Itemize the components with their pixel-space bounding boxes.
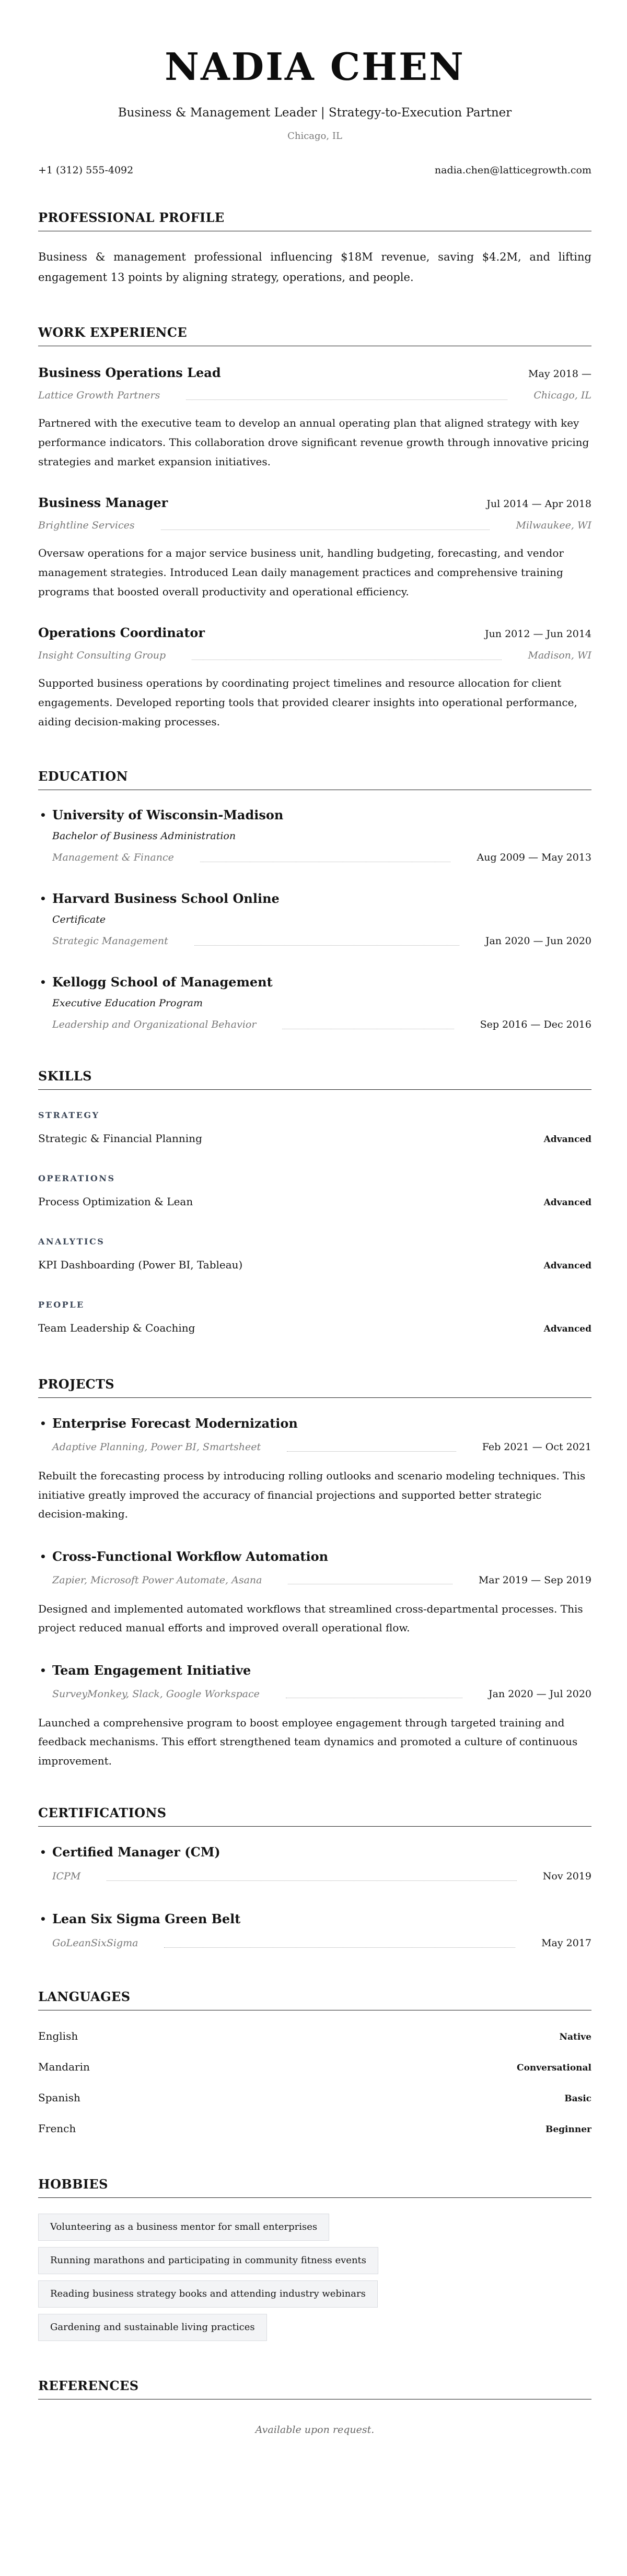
section-heading: REFERENCES bbox=[38, 2378, 591, 2399]
skill-group bbox=[38, 1299, 591, 1336]
job-title: Operations Coordinator bbox=[38, 625, 205, 640]
certification-name: Certified Manager (CM) bbox=[52, 1844, 220, 1860]
section-heading: WORK EXPERIENCE bbox=[38, 324, 591, 346]
job-entry bbox=[38, 495, 591, 602]
project-name: Cross-Functional Workflow Automation bbox=[52, 1548, 329, 1564]
certification-issuer: GoLeanSixSigma bbox=[52, 1937, 138, 1949]
section-heading: LANGUAGES bbox=[38, 1989, 591, 2010]
section-heading: PROFESSIONAL PROFILE bbox=[38, 209, 591, 231]
project-name: Team Engagement Initiative bbox=[52, 1662, 251, 1678]
skill-name: Team Leadership & Coaching bbox=[38, 1322, 195, 1334]
skill-level: Advanced bbox=[543, 1261, 591, 1271]
education-dates: Jan 2020 — Jun 2020 bbox=[485, 935, 591, 947]
school-name: Harvard Business School Online bbox=[52, 891, 280, 906]
section-heading: SKILLS bbox=[38, 1068, 591, 1090]
certification-issuer: ICPM bbox=[52, 1871, 81, 1882]
candidate-name: NADIA CHEN bbox=[165, 44, 465, 89]
language-level: Conversational bbox=[517, 2063, 591, 2073]
project-entry bbox=[38, 1662, 591, 1771]
certification-entry bbox=[38, 1911, 591, 1950]
skill-category: STRATEGY bbox=[38, 1110, 100, 1120]
hobby-tag: Volunteering as a business mentor for small enterprises bbox=[38, 2214, 329, 2241]
contact-row bbox=[38, 163, 591, 178]
degree: Bachelor of Business Administration bbox=[52, 830, 236, 842]
dotted-leader bbox=[186, 399, 507, 400]
hobbies-section bbox=[38, 2176, 591, 2341]
headline: Business & Management Leader | Strategy-to-Execution Partner bbox=[118, 106, 512, 120]
language-level: Basic bbox=[564, 2093, 591, 2104]
job-location: Milwaukee, WI bbox=[516, 520, 591, 531]
phone: +1 (312) 555-4092 bbox=[38, 164, 134, 176]
project-tools: Zapier, Microsoft Power Automate, Asana bbox=[52, 1574, 262, 1586]
job-description: Supported business operations by coordinating project timelines and resource allocation for client engagements. Developed reporting tools that provided clearer insights into operational performance, aiding decision-making processes. bbox=[38, 677, 577, 728]
job-dates: Jun 2012 — Jun 2014 bbox=[484, 628, 591, 640]
job-entry bbox=[38, 625, 591, 732]
experience-section bbox=[38, 324, 591, 732]
school-name: Kellogg School of Management bbox=[52, 974, 273, 990]
section-heading: PROJECTS bbox=[38, 1376, 591, 1398]
education-dates: Sep 2016 — Dec 2016 bbox=[480, 1019, 591, 1030]
hobby-list bbox=[38, 2214, 591, 2341]
job-dates: Jul 2014 — Apr 2018 bbox=[486, 498, 591, 510]
degree: Certificate bbox=[52, 914, 106, 925]
education-entry bbox=[38, 807, 591, 864]
dotted-leader bbox=[194, 945, 459, 946]
skill-group bbox=[38, 1236, 591, 1273]
certifications-section bbox=[38, 1805, 591, 1950]
project-dates: Mar 2019 — Sep 2019 bbox=[478, 1574, 591, 1586]
certification-date: Nov 2019 bbox=[542, 1871, 591, 1882]
languages-section bbox=[38, 1989, 591, 2137]
job-description: Partnered with the executive team to develop an annual operating plan that aligned strategy with key performance indicators. This collaboration drove significant revenue growth through innovative pricing strategies and market expansion initiatives. bbox=[38, 417, 589, 468]
location: Chicago, IL bbox=[287, 131, 342, 142]
language-row bbox=[38, 2028, 591, 2045]
language-row bbox=[38, 2059, 591, 2076]
resume-header bbox=[38, 46, 591, 178]
hobby-tag: Gardening and sustainable living practices bbox=[38, 2314, 267, 2341]
bullet-icon: • bbox=[40, 1846, 47, 1859]
email: nadia.chen@latticegrowth.com bbox=[434, 164, 591, 176]
project-description: Designed and implemented automated workflows that streamlined cross-departmental processes. This project reduced manual efforts and improved overall operational flow. bbox=[38, 1602, 583, 1634]
language-name: Mandarin bbox=[38, 2061, 90, 2073]
resume-page bbox=[0, 46, 627, 2437]
degree: Executive Education Program bbox=[52, 997, 203, 1009]
skill-category: PEOPLE bbox=[38, 1300, 85, 1310]
dotted-leader bbox=[164, 1947, 515, 1948]
project-tools: Adaptive Planning, Power BI, Smartsheet bbox=[52, 1441, 261, 1453]
job-location: Madison, WI bbox=[528, 650, 591, 661]
language-level: Beginner bbox=[545, 2124, 591, 2135]
job-title: Business Manager bbox=[38, 495, 168, 510]
project-entry bbox=[38, 1548, 591, 1638]
job-entry bbox=[38, 364, 591, 472]
skill-level: Advanced bbox=[543, 1324, 591, 1334]
education-dates: Aug 2009 — May 2013 bbox=[477, 852, 591, 863]
project-name: Enterprise Forecast Modernization bbox=[52, 1416, 298, 1431]
company: Brightline Services bbox=[38, 520, 135, 531]
skill-level: Advanced bbox=[543, 1134, 591, 1145]
projects-section bbox=[38, 1376, 591, 1770]
hobby-tag: Reading business strategy books and attending industry webinars bbox=[38, 2280, 378, 2308]
certification-date: May 2017 bbox=[541, 1937, 591, 1949]
education-entry bbox=[38, 974, 591, 1031]
certification-name: Lean Six Sigma Green Belt bbox=[52, 1911, 241, 1926]
skill-category: OPERATIONS bbox=[38, 1173, 115, 1183]
skill-name: Process Optimization & Lean bbox=[38, 1195, 193, 1208]
skills-section bbox=[38, 1068, 591, 1336]
field-of-study: Management & Finance bbox=[52, 852, 174, 863]
company: Insight Consulting Group bbox=[38, 650, 166, 661]
profile-section bbox=[38, 209, 591, 288]
dotted-leader bbox=[107, 1880, 517, 1881]
section-heading: HOBBIES bbox=[38, 2176, 591, 2198]
project-description: Launched a comprehensive program to boost employee engagement through targeted training and feedback mechanisms. This effort strengthened team dynamics and promoted a culture of continuous improvement. bbox=[38, 1716, 578, 1767]
skill-level: Advanced bbox=[543, 1197, 591, 1208]
project-tools: SurveyMonkey, Slack, Google Workspace bbox=[52, 1688, 260, 1700]
bullet-icon: • bbox=[40, 892, 47, 905]
company: Lattice Growth Partners bbox=[38, 390, 160, 401]
project-dates: Feb 2021 — Oct 2021 bbox=[482, 1441, 591, 1453]
references-text: Available upon request. bbox=[255, 2424, 375, 2436]
bullet-icon: • bbox=[40, 1550, 47, 1563]
job-location: Chicago, IL bbox=[533, 390, 591, 401]
bullet-icon: • bbox=[40, 809, 47, 821]
education-entry bbox=[38, 890, 591, 948]
references-section bbox=[38, 2378, 591, 2437]
section-heading: CERTIFICATIONS bbox=[38, 1805, 591, 1827]
job-dates: May 2018 — bbox=[528, 368, 591, 380]
profile-text: Business & management professional influencing $18M revenue, saving $4.2M, and lifting engagement 13 points by aligning strategy, operations, and people. bbox=[38, 251, 591, 284]
education-section bbox=[38, 768, 591, 1031]
section-heading: EDUCATION bbox=[38, 768, 591, 790]
skill-name: Strategic & Financial Planning bbox=[38, 1132, 202, 1145]
skill-group bbox=[38, 1110, 591, 1147]
hobby-tag: Running marathons and participating in community fitness events bbox=[38, 2247, 378, 2274]
project-entry bbox=[38, 1415, 591, 1524]
school-name: University of Wisconsin-Madison bbox=[52, 807, 284, 822]
bullet-icon: • bbox=[40, 1913, 47, 1925]
skill-category: ANALYTICS bbox=[38, 1237, 105, 1246]
dotted-leader bbox=[287, 1451, 456, 1452]
field-of-study: Strategic Management bbox=[52, 935, 168, 947]
project-description: Rebuilt the forecasting process by introducing rolling outlooks and scenario modeling techniques. This initiative greatly improved the accuracy of financial projections and supported better strategic decision-making. bbox=[38, 1469, 586, 1520]
bullet-icon: • bbox=[40, 1417, 47, 1430]
language-name: English bbox=[38, 2030, 78, 2042]
language-row bbox=[38, 2090, 591, 2107]
language-list bbox=[38, 2028, 591, 2137]
job-title: Business Operations Lead bbox=[38, 365, 221, 380]
language-name: Spanish bbox=[38, 2091, 80, 2104]
certification-entry bbox=[38, 1844, 591, 1883]
language-row bbox=[38, 2121, 591, 2137]
bullet-icon: • bbox=[40, 1664, 47, 1677]
project-dates: Jan 2020 — Jul 2020 bbox=[489, 1688, 591, 1700]
field-of-study: Leadership and Organizational Behavior bbox=[52, 1019, 257, 1030]
skill-group bbox=[38, 1173, 591, 1210]
skill-name: KPI Dashboarding (Power BI, Tableau) bbox=[38, 1258, 243, 1271]
job-description: Oversaw operations for a major service business unit, handling budgeting, forecasting, and vendor management strategies. Introduced Lean daily management practices and comprehensive training programs that boosted overall productivity and operational efficiency. bbox=[38, 547, 564, 598]
bullet-icon: • bbox=[40, 976, 47, 989]
language-name: French bbox=[38, 2122, 76, 2135]
language-level: Native bbox=[559, 2032, 591, 2042]
